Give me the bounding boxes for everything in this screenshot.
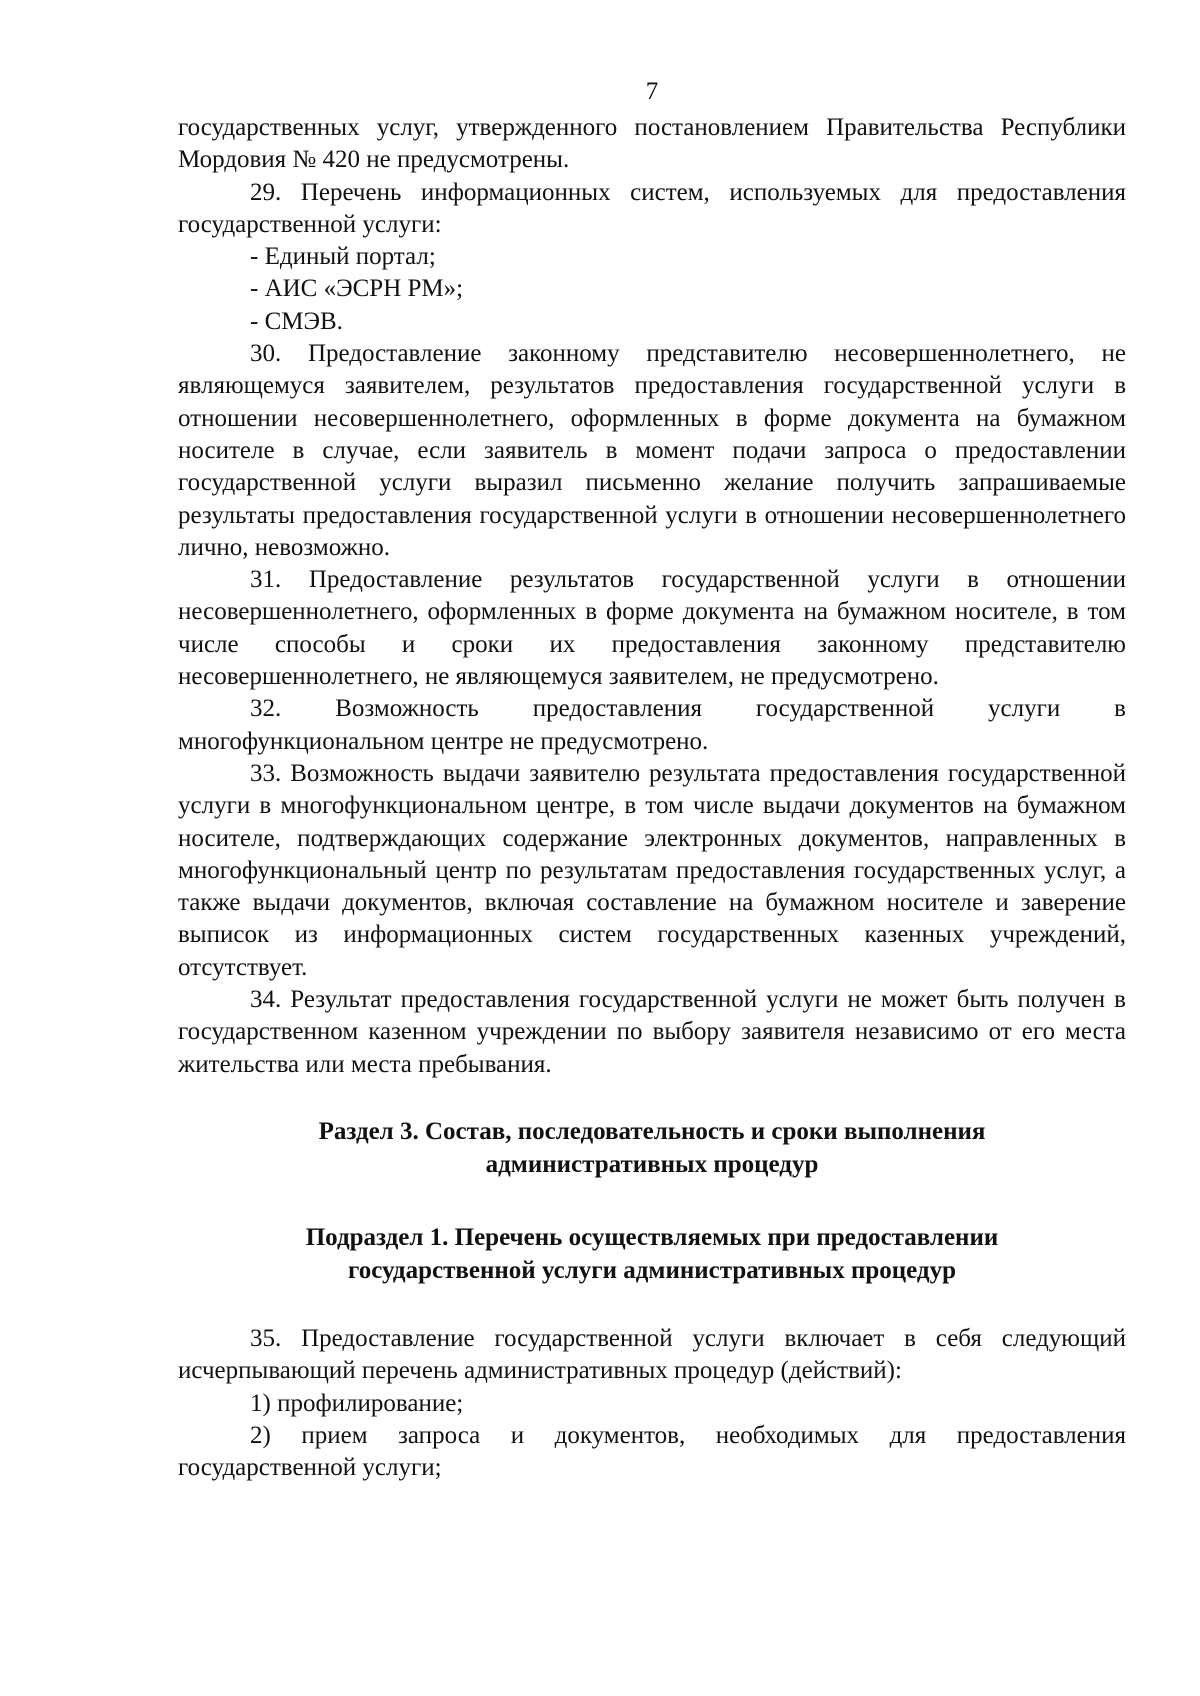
subsection-1-heading [178,1221,1126,1287]
paragraph-32: 32. Возможность предоставления государственной услуги в многофункциональном центре не предусмотрено. [178,695,1126,755]
section-3-heading [178,1115,1126,1181]
list-item-ais: - АИС «ЭСРН РМ»; [250,275,464,303]
paragraph-34: 34. Результат предоставления государственной услуги не может быть получен в государственном казенном учреждении по выбору заявителя независимо от его места жительства или места пребывания. [178,986,1126,1078]
paragraph-31: 31. Предоставление результатов государственной услуги в отношении несовершеннолетнего, оформленных в форме документа на бумажном носителе, в том числе способы и сроки их предоставления законному представителю несовершеннолетнего, не являющемуся заявителем, не предусмотрено. [178,566,1126,691]
subsection-1-heading-line-1: Подраздел 1. Перечень осуществляемых при предоставлении [305,1223,999,1251]
section-3-heading-line-1: Раздел 3. Состав, последовательность и сроки выполнения [318,1117,986,1145]
paragraph-continuation: государственных услуг, утвержденного постановлением Правительства Республики Мордовия № 420 не предусмотрены. [178,114,1126,174]
paragraph-33: 33. Возможность выдачи заявителю результата предоставления государственной услуги в многофункциональном центре, в том числе выдачи документов на бумажном носителе, подтверждающих содержание электронных документов, направленных в многофункциональный центр по результатам предоставления государственных услуг, а также выдачи документов, включая составление на бумажном носителе и заверение выписок из информационных систем государственных казенных учреждений, отсутствует. [178,759,1126,981]
subsection-1-heading-line-2: государственной услуги административных процедур [348,1256,956,1284]
paragraph-35: 35. Предоставление государственной услуги включает в себя следующий исчерпывающий перечень административных процедур (действий): [178,1324,1126,1385]
paragraph-29: 29. Перечень информационных систем, используемых для предоставления государственной услуги: [178,178,1126,238]
page-number: 7 [645,78,659,105]
list-item-smev: - СМЭВ. [250,307,343,335]
section-3-heading-line-2: административных процедур [485,1150,819,1178]
list-item-profiling: 1) профилирование; [250,1389,464,1417]
list-item-portal: - Единый портал; [250,243,436,271]
document-page [178,76,1126,1484]
list-item-request-intake: 2) прием запроса и документов, необходимых для предоставления государственной услуги; [178,1421,1126,1482]
paragraph-30: 30. Предоставление законному представителю несовершеннолетнего, не являющемуся заявителем, результатов предоставления государственной услуги в отношении несовершеннолетнего, оформленных в форме документа на бумажном носителе в случае, если заявитель в момент подачи запроса о предоставлении государственной услуги выразил письменно желание получить запрашиваемые результаты предоставления государственной услуги в отношении несовершеннолетнего лично, невозможно. [178,340,1126,561]
